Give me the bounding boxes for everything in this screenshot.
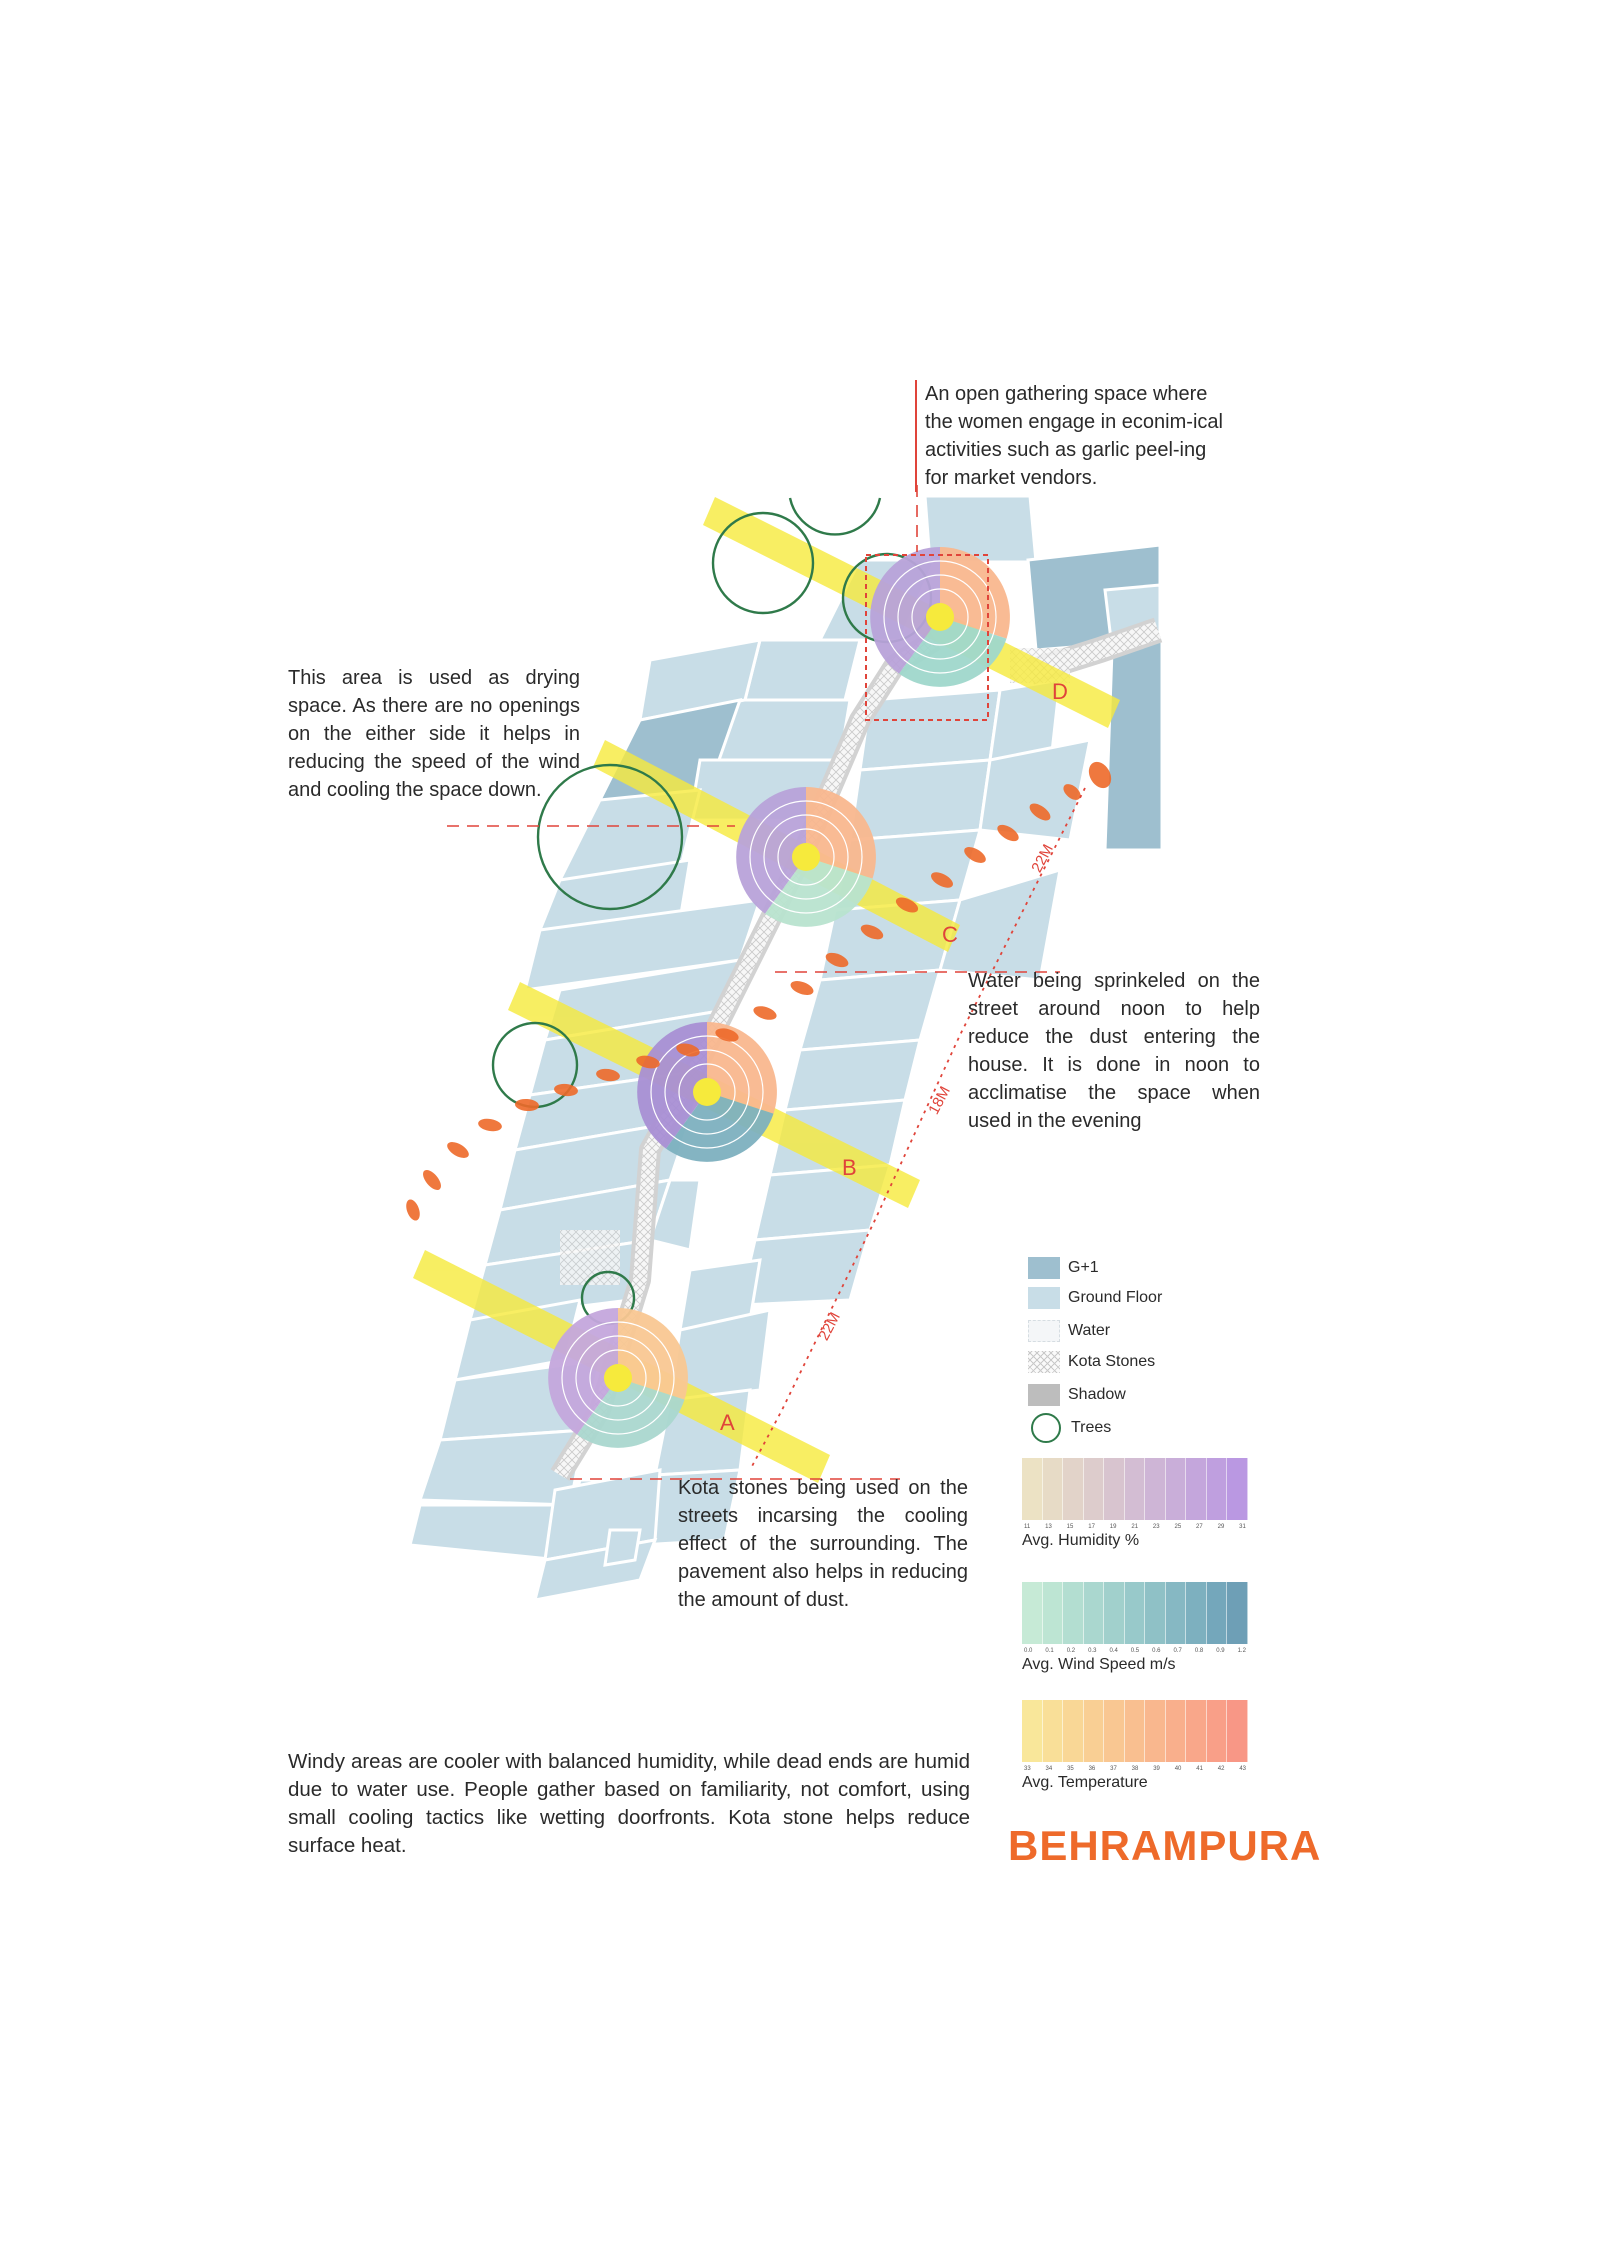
temperature-scale-step [1104,1700,1125,1762]
humidity-scale-step [1043,1458,1064,1520]
humidity-scale-tick: 25 [1174,1524,1182,1530]
temperature-scale-tick: 39 [1153,1766,1160,1772]
wind-scale-step [1186,1582,1207,1644]
climate-ring-b [637,1022,777,1162]
temperature-scale-step [1063,1700,1084,1762]
dimension-label-bottom: 22M [815,1309,844,1344]
humidity-scale-tick: 27 [1196,1524,1203,1530]
summary-text: Windy areas are cooler with balanced humidity, while dead ends are humid due to water use. People gather based on familiarity, not comfort, using small cooling tactics like wetting doorfronts. Kota stone helps reduce surface heat. [288,1750,970,1857]
legend-water-label: Water [1068,1322,1111,1339]
legend-water [1028,1319,1110,1343]
climate-ring-c [736,787,876,927]
wind-scale-tick: 0.0 [1024,1648,1033,1654]
wind-scale-tick: 1.2 [1237,1648,1246,1654]
temperature-scale-step [1125,1700,1146,1762]
legend-g1-label: G+1 [1068,1259,1099,1276]
temperature-scale-label: Avg. Temperature [1022,1774,1148,1791]
shadow-swatch [1028,1384,1060,1406]
note-water-sprinkling: Water being sprinkeled on the street around noon to help reduce the dust entering the house. It is done in noon to acclimatise the space when used in the evening [968,970,1260,1132]
wind-scale-label: Avg. Wind Speed m/s [1022,1656,1176,1673]
humidity-scale-bar [1022,1458,1248,1520]
wind-scale-step [1145,1582,1166,1644]
humidity-scale-step [1186,1458,1207,1520]
dimension-label-middle: 18M [925,1083,954,1118]
wind-scale [1022,1582,1248,1674]
wind-scale-step [1227,1582,1248,1644]
kota-stones-swatch [1028,1351,1060,1373]
wind-scale-step [1104,1582,1125,1644]
wind-scale-tick: 0.2 [1066,1648,1076,1654]
note-gathering-space: An open gathering space where the women engage in econim-ical activities such as garlic peel-ing for market vendors. [915,380,1225,492]
wind-scale-tick: 0.5 [1130,1648,1140,1654]
temperature-scale-tick: 38 [1131,1766,1139,1772]
humidity-scale-step [1084,1458,1105,1520]
ground-floor-swatch [1028,1287,1060,1309]
temperature-scale-step [1084,1700,1105,1762]
g1-swatch [1028,1257,1060,1279]
legend-shadow-label: Shadow [1068,1386,1126,1403]
humidity-scale-step [1166,1458,1187,1520]
legend-ground-floor [1028,1286,1162,1310]
temperature-scale-tick: 41 [1196,1766,1203,1772]
humidity-scale-tick: 23 [1152,1524,1160,1530]
temperature-scale-ticks [1022,1766,1248,1772]
wind-scale-step [1207,1582,1228,1644]
section-label-a: A [720,1410,735,1435]
note-kota-stones: Kota stones being used on the streets incarsing the cooling effect of the surrounding. The pavement also helps in reducing the amount of dust. [678,1477,968,1611]
tree-icon [1031,1413,1061,1443]
temperature-scale-step [1186,1700,1207,1762]
wind-scale-step [1084,1582,1105,1644]
temperature-scale-tick: 34 [1045,1766,1053,1772]
wind-scale-step [1125,1582,1146,1644]
temperature-scale-tick: 43 [1239,1766,1246,1772]
wind-scale-tick: 0.6 [1152,1648,1161,1654]
temperature-scale-step [1022,1700,1043,1762]
humidity-scale [1022,1458,1248,1550]
wind-scale-tick: 0.4 [1109,1648,1118,1654]
humidity-scale-tick: 15 [1066,1524,1074,1530]
wind-scale-step [1043,1582,1064,1644]
temperature-scale-step [1166,1700,1187,1762]
humidity-scale-tick: 21 [1131,1524,1139,1530]
page-title: BEHRAMPURA [1008,1822,1322,1869]
legend-trees [1028,1416,1111,1440]
humidity-scale-tick: 13 [1045,1524,1052,1530]
wind-scale-tick: 0.8 [1194,1648,1204,1654]
humidity-scale-ticks [1022,1524,1248,1530]
wind-scale-step [1063,1582,1084,1644]
temperature-scale-tick: 36 [1088,1766,1096,1772]
section-label-d: D [1052,679,1068,704]
legend-kota-stones-label: Kota Stones [1068,1353,1156,1370]
wind-scale-bar [1022,1582,1248,1644]
temperature-scale-tick: 40 [1174,1766,1182,1772]
temperature-scale-step [1227,1700,1248,1762]
dimension-label-top: 22M [1028,841,1057,876]
humidity-scale-step [1227,1458,1248,1520]
climate-ring-a [548,1308,688,1448]
section-label-b: B [842,1155,857,1180]
temperature-scale-step [1043,1700,1064,1762]
legend-trees-label: Trees [1071,1419,1112,1436]
temperature-scale-tick: 37 [1110,1766,1117,1772]
humidity-scale-tick: 11 [1024,1524,1031,1530]
legend-g1 [1028,1256,1099,1280]
wind-scale-step [1022,1582,1043,1644]
temperature-scale-tick: 42 [1217,1766,1225,1772]
temperature-scale-step [1145,1700,1166,1762]
humidity-scale-step [1104,1458,1125,1520]
wind-scale-step [1166,1582,1187,1644]
water-swatch [1028,1320,1060,1342]
humidity-scale-tick: 19 [1109,1524,1117,1530]
humidity-scale-step [1145,1458,1166,1520]
temperature-scale [1022,1700,1248,1792]
note-drying-space: This area is used as drying space. As there are no openings on the either side it helps in reducing the speed of the wind and cooling the space down. [288,667,580,801]
wind-scale-tick: 0.9 [1216,1648,1225,1654]
legend-shadow [1028,1383,1126,1407]
temperature-scale-bar [1022,1700,1248,1762]
tree [790,498,880,534]
temperature-scale-tick: 33 [1024,1766,1031,1772]
humidity-scale-tick: 29 [1217,1524,1225,1530]
legend-ground-floor-label: Ground Floor [1068,1289,1163,1306]
humidity-scale-label: Avg. Humidity % [1022,1532,1140,1549]
wind-scale-tick: 0.7 [1173,1648,1182,1654]
humidity-scale-step [1063,1458,1084,1520]
temperature-scale-step [1207,1700,1228,1762]
humidity-scale-step [1022,1458,1043,1520]
humidity-scale-tick: 31 [1239,1524,1246,1530]
humidity-scale-tick: 17 [1088,1524,1095,1530]
legend-kota-stones [1028,1350,1155,1374]
wind-scale-tick: 0.3 [1088,1648,1097,1654]
wind-scale-ticks [1022,1648,1248,1654]
section-label-c: C [942,922,958,947]
wind-scale-tick: 0.1 [1045,1648,1054,1654]
humidity-scale-step [1207,1458,1228,1520]
temperature-scale-tick: 35 [1067,1766,1074,1772]
humidity-scale-step [1125,1458,1146,1520]
